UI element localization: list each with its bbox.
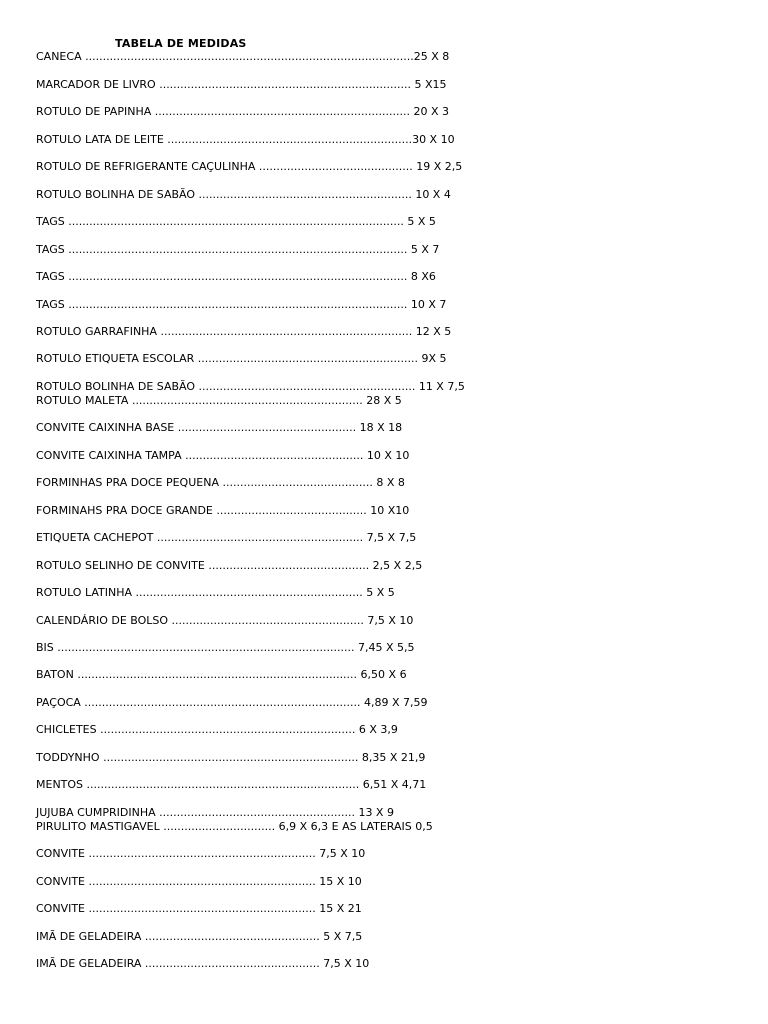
measure-line: BATON ................................................................................ 6,50 X 6 — [36, 668, 407, 681]
measure-line: CHICLETES ......................................................................... 6 X 3,9 — [36, 723, 398, 736]
measure-line: ROTULO MALETA .................................................................. 28 X 5 — [36, 394, 402, 407]
measure-line: TAGS ................................................................................................. 5 X 7 — [36, 243, 440, 256]
measure-line: CONVITE CAIXINHA TAMPA ................................................... 10 X 10 — [36, 449, 410, 462]
measure-line: TAGS ................................................................................................ 5 X 5 — [36, 215, 436, 228]
measure-line: ROTULO BOLINHA DE SABÃO .............................................................. 11 X 7,5 — [36, 380, 465, 393]
measure-line: TODDYNHO ......................................................................... 8,35 X 21,9 — [36, 751, 426, 764]
measure-line: ROTULO LATA DE LEITE ......................................................................30 X 10 — [36, 133, 455, 146]
measure-line: IMÃ DE GELADEIRA .................................................. 5 X 7,5 — [36, 930, 363, 943]
document-title: TABELA DE MEDIDAS — [115, 37, 247, 50]
measure-line: CONVITE ................................................................. 15 X 21 — [36, 902, 362, 915]
measure-line: JUJUBA CUMPRIDINHA ........................................................ 13 X 9 — [36, 806, 394, 819]
measure-line: ROTULO LATINHA ................................................................. 5 X 5 — [36, 586, 395, 599]
measure-line: CANECA ..............................................................................................25 X 8 — [36, 50, 450, 63]
measure-line: ETIQUETA CACHEPOT ........................................................... 7,5 X 7,5 — [36, 531, 417, 544]
measure-line: MARCADOR DE LIVRO ........................................................................ 5 X15 — [36, 78, 447, 91]
measure-line: ROTULO BOLINHA DE SABÃO ............................................................. 10 X 4 — [36, 188, 451, 201]
measure-line: CALENDÁRIO DE BOLSO ....................................................... 7,5 X 10 — [36, 614, 414, 627]
measure-line: BIS ..................................................................................... 7,45 X 5,5 — [36, 641, 415, 654]
measure-line: PIRULITO MASTIGAVEL ................................ 6,9 X 6,3 E AS LATERAIS 0,5 — [36, 820, 433, 833]
measure-line: ROTULO DE PAPINHA ......................................................................... 20 X 3 — [36, 105, 450, 118]
measure-line: PAÇOCA ............................................................................... 4,89 X 7,59 — [36, 696, 428, 709]
measure-line: CONVITE CAIXINHA BASE ................................................... 18 X 18 — [36, 421, 403, 434]
measure-line: MENTOS .............................................................................. 6,51 X 4,71 — [36, 778, 427, 791]
measure-line: IMÃ DE GELADEIRA .................................................. 7,5 X 10 — [36, 957, 370, 970]
measure-line: TAGS ................................................................................................. 8 X6 — [36, 270, 436, 283]
measure-line: FORMINHAS PRA DOCE PEQUENA ........................................... 8 X 8 — [36, 476, 405, 489]
measure-line: CONVITE ................................................................. 15 X 10 — [36, 875, 362, 888]
measure-line: TAGS ................................................................................................. 10 X 7 — [36, 298, 447, 311]
measure-line: FORMINAHS PRA DOCE GRANDE ........................................... 10 X10 — [36, 504, 410, 517]
measure-line: ROTULO GARRAFINHA ........................................................................ 12 X 5 — [36, 325, 452, 338]
measure-line: ROTULO SELINHO DE CONVITE .............................................. 2,5 X 2,5 — [36, 559, 423, 572]
measure-line: CONVITE ................................................................. 7,5 X 10 — [36, 847, 366, 860]
measure-line: ROTULO DE REFRIGERANTE CAÇULINHA ............................................ 19 X 2,5 — [36, 160, 463, 173]
measure-line: ROTULO ETIQUETA ESCOLAR ............................................................... 9X 5 — [36, 352, 447, 365]
